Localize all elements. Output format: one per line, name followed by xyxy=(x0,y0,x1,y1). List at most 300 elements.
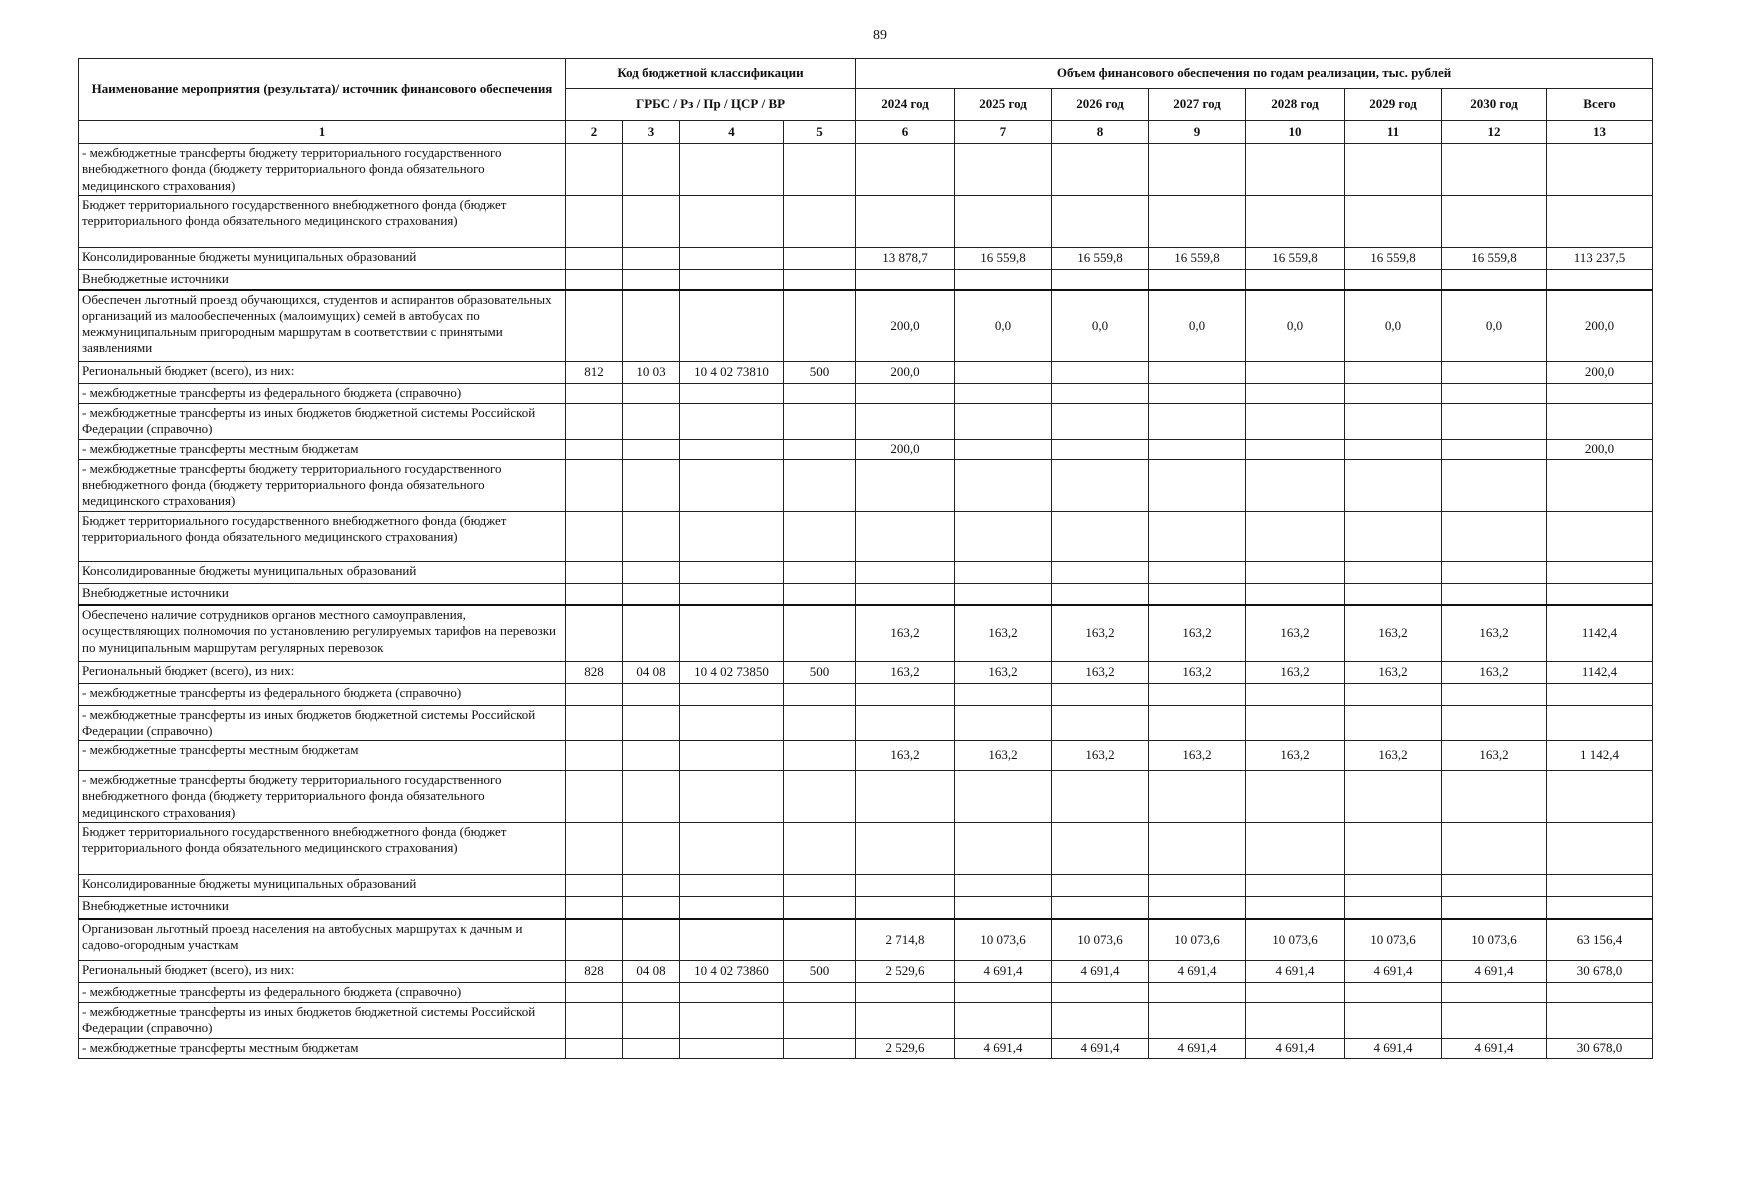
value-2024-cell: 163,2 xyxy=(856,661,955,683)
rz-pr-code-cell xyxy=(623,561,680,583)
csr-code-cell xyxy=(680,404,784,440)
page-number: 89 xyxy=(873,28,887,43)
vr-code-cell xyxy=(784,605,856,661)
value-2029-cell xyxy=(1345,362,1442,384)
grbs-code-cell xyxy=(566,683,623,705)
csr-code-cell xyxy=(680,439,784,459)
header-year-2027: 2027 год xyxy=(1149,89,1246,121)
value-2026-cell xyxy=(1052,1003,1149,1039)
rz-pr-code-cell xyxy=(623,1003,680,1039)
grbs-code-cell xyxy=(566,605,623,661)
value-2024-cell: 2 529,6 xyxy=(856,1038,955,1058)
value-2028-cell xyxy=(1246,897,1345,919)
value-2024-cell xyxy=(856,384,955,404)
vr-code-cell xyxy=(784,459,856,511)
row-name-cell: Консолидированные бюджеты муниципальных образований xyxy=(79,561,566,583)
value-2030-cell xyxy=(1442,144,1547,196)
grbs-code-cell xyxy=(566,384,623,404)
column-numbers-row xyxy=(79,121,1653,144)
grbs-code-cell xyxy=(566,1003,623,1039)
value-2030-cell xyxy=(1442,362,1547,384)
value-2027-cell: 163,2 xyxy=(1149,661,1246,683)
grbs-code-cell xyxy=(566,270,623,290)
vr-code-cell xyxy=(784,290,856,362)
table-row xyxy=(79,270,1653,290)
value-2030-cell: 4 691,4 xyxy=(1442,961,1547,983)
value-2030-cell xyxy=(1442,404,1547,440)
vr-code-cell xyxy=(784,511,856,561)
value-2026-cell xyxy=(1052,459,1149,511)
value-2029-cell xyxy=(1345,1003,1442,1039)
rz-pr-code-cell xyxy=(623,897,680,919)
value-2025-cell: 163,2 xyxy=(955,741,1052,771)
value-2027-cell xyxy=(1149,1003,1246,1039)
value-2026-cell xyxy=(1052,270,1149,290)
value-2027-cell xyxy=(1149,705,1246,741)
value-2024-cell xyxy=(856,561,955,583)
value-2027-cell xyxy=(1149,823,1246,875)
value-2029-cell xyxy=(1345,404,1442,440)
value-2026-cell xyxy=(1052,583,1149,605)
header-total: Всего xyxy=(1547,89,1653,121)
grbs-code-cell xyxy=(566,1038,623,1058)
value-2024-cell xyxy=(856,771,955,823)
value-2027-cell xyxy=(1149,459,1246,511)
value-2024-cell: 200,0 xyxy=(856,439,955,459)
value-total-cell xyxy=(1547,1003,1653,1039)
value-2024-cell xyxy=(856,1003,955,1039)
vr-code-cell xyxy=(784,683,856,705)
row-name-cell: - межбюджетные трансферты из федерального бюджета (справочно) xyxy=(79,983,566,1003)
rz-pr-code-cell xyxy=(623,683,680,705)
value-2029-cell xyxy=(1345,823,1442,875)
table-row xyxy=(79,705,1653,741)
value-2030-cell xyxy=(1442,511,1547,561)
value-2026-cell xyxy=(1052,705,1149,741)
value-2024-cell xyxy=(856,875,955,897)
grbs-code-cell xyxy=(566,439,623,459)
value-2028-cell xyxy=(1246,144,1345,196)
value-2029-cell: 163,2 xyxy=(1345,605,1442,661)
value-2029-cell xyxy=(1345,144,1442,196)
value-2024-cell xyxy=(856,705,955,741)
value-2030-cell xyxy=(1442,683,1547,705)
value-2027-cell xyxy=(1149,196,1246,248)
table-row xyxy=(79,1003,1653,1039)
rz-pr-code-cell xyxy=(623,823,680,875)
value-2025-cell: 10 073,6 xyxy=(955,919,1052,961)
csr-code-cell xyxy=(680,983,784,1003)
value-2027-cell xyxy=(1149,897,1246,919)
csr-code-cell xyxy=(680,705,784,741)
value-2029-cell xyxy=(1345,683,1442,705)
value-2029-cell xyxy=(1345,705,1442,741)
value-total-cell: 30 678,0 xyxy=(1547,1038,1653,1058)
value-2027-cell xyxy=(1149,511,1246,561)
value-2025-cell: 4 691,4 xyxy=(955,1038,1052,1058)
value-2028-cell xyxy=(1246,683,1345,705)
value-total-cell xyxy=(1547,511,1653,561)
value-2028-cell: 163,2 xyxy=(1246,605,1345,661)
value-2027-cell xyxy=(1149,404,1246,440)
value-2025-cell xyxy=(955,771,1052,823)
value-2024-cell xyxy=(856,459,955,511)
grbs-code-cell xyxy=(566,875,623,897)
value-total-cell xyxy=(1547,705,1653,741)
table-row xyxy=(79,771,1653,823)
value-2024-cell: 163,2 xyxy=(856,741,955,771)
header-year-2026: 2026 год xyxy=(1052,89,1149,121)
table-row xyxy=(79,248,1653,270)
header-finance-group: Объем финансового обеспечения по годам реализации, тыс. рублей xyxy=(856,59,1653,89)
value-2027-cell: 16 559,8 xyxy=(1149,248,1246,270)
column-number: 4 xyxy=(680,121,784,144)
value-total-cell: 1142,4 xyxy=(1547,605,1653,661)
value-2028-cell xyxy=(1246,459,1345,511)
table-row xyxy=(79,897,1653,919)
value-2026-cell xyxy=(1052,511,1149,561)
vr-code-cell xyxy=(784,823,856,875)
grbs-code-cell xyxy=(566,919,623,961)
csr-code-cell xyxy=(680,561,784,583)
value-2026-cell: 163,2 xyxy=(1052,605,1149,661)
value-2029-cell xyxy=(1345,459,1442,511)
vr-code-cell xyxy=(784,404,856,440)
value-2024-cell xyxy=(856,144,955,196)
rz-pr-code-cell: 04 08 xyxy=(623,661,680,683)
value-total-cell xyxy=(1547,404,1653,440)
value-2024-cell xyxy=(856,511,955,561)
csr-code-cell xyxy=(680,144,784,196)
row-name-cell: Обеспечен льготный проезд обучающихся, студентов и аспирантов образовательных организаций из малообеспеченных (малоимущих) семей в автобусах по межмуниципальным пригородным маршрутам в соответствии с принятыми заявлениями xyxy=(79,290,566,362)
table-row xyxy=(79,683,1653,705)
value-2028-cell xyxy=(1246,823,1345,875)
value-2028-cell xyxy=(1246,1003,1345,1039)
value-2030-cell: 163,2 xyxy=(1442,661,1547,683)
value-2025-cell xyxy=(955,404,1052,440)
value-2028-cell xyxy=(1246,705,1345,741)
value-2027-cell xyxy=(1149,362,1246,384)
header-code-subheader: ГРБС / Рз / Пр / ЦСР / ВР xyxy=(566,89,856,121)
csr-code-cell: 10 4 02 73810 xyxy=(680,362,784,384)
rz-pr-code-cell xyxy=(623,741,680,771)
value-2029-cell xyxy=(1345,583,1442,605)
value-2026-cell xyxy=(1052,561,1149,583)
value-2028-cell xyxy=(1246,983,1345,1003)
value-total-cell: 113 237,5 xyxy=(1547,248,1653,270)
value-2030-cell xyxy=(1442,196,1547,248)
rz-pr-code-cell: 04 08 xyxy=(623,961,680,983)
value-2025-cell xyxy=(955,875,1052,897)
value-total-cell xyxy=(1547,897,1653,919)
value-total-cell xyxy=(1547,875,1653,897)
column-number: 2 xyxy=(566,121,623,144)
value-2028-cell xyxy=(1246,384,1345,404)
value-2028-cell xyxy=(1246,583,1345,605)
value-2025-cell xyxy=(955,683,1052,705)
value-2030-cell: 0,0 xyxy=(1442,290,1547,362)
value-2026-cell xyxy=(1052,771,1149,823)
column-number: 12 xyxy=(1442,121,1547,144)
value-2028-cell xyxy=(1246,362,1345,384)
value-2026-cell xyxy=(1052,404,1149,440)
value-2025-cell: 4 691,4 xyxy=(955,961,1052,983)
rz-pr-code-cell xyxy=(623,605,680,661)
csr-code-cell xyxy=(680,270,784,290)
value-2026-cell xyxy=(1052,196,1149,248)
rz-pr-code-cell xyxy=(623,248,680,270)
vr-code-cell xyxy=(784,897,856,919)
row-name-cell: Бюджет территориального государственного внебюджетного фонда (бюджет территориального фонда обязательного медицинского страхования) xyxy=(79,196,566,248)
table-row xyxy=(79,605,1653,661)
csr-code-cell xyxy=(680,1003,784,1039)
value-2029-cell xyxy=(1345,983,1442,1003)
value-2025-cell xyxy=(955,705,1052,741)
value-2027-cell: 163,2 xyxy=(1149,741,1246,771)
vr-code-cell xyxy=(784,741,856,771)
value-2025-cell: 0,0 xyxy=(955,290,1052,362)
value-2028-cell xyxy=(1246,439,1345,459)
vr-code-cell xyxy=(784,771,856,823)
value-2025-cell xyxy=(955,384,1052,404)
header-year-2030: 2030 год xyxy=(1442,89,1547,121)
value-2027-cell xyxy=(1149,583,1246,605)
row-name-cell: Внебюджетные источники xyxy=(79,270,566,290)
value-2029-cell xyxy=(1345,561,1442,583)
column-number: 5 xyxy=(784,121,856,144)
value-2026-cell: 163,2 xyxy=(1052,741,1149,771)
row-name-cell: - межбюджетные трансферты бюджету территориального государственного внебюджетного фонда (бюджету территориального фонда обязательного медицинского страхования) xyxy=(79,144,566,196)
value-2027-cell xyxy=(1149,983,1246,1003)
value-2025-cell xyxy=(955,196,1052,248)
value-2030-cell xyxy=(1442,705,1547,741)
grbs-code-cell xyxy=(566,741,623,771)
value-2025-cell xyxy=(955,459,1052,511)
value-total-cell xyxy=(1547,583,1653,605)
header-name-column: Наименование мероприятия (результата)/ источник финансового обеспечения xyxy=(79,59,566,121)
table-row xyxy=(79,362,1653,384)
value-total-cell: 30 678,0 xyxy=(1547,961,1653,983)
value-2029-cell: 10 073,6 xyxy=(1345,919,1442,961)
table-row xyxy=(79,823,1653,875)
value-2028-cell xyxy=(1246,511,1345,561)
row-name-cell: Региональный бюджет (всего), из них: xyxy=(79,362,566,384)
value-2027-cell xyxy=(1149,683,1246,705)
value-2030-cell xyxy=(1442,459,1547,511)
value-2029-cell xyxy=(1345,511,1442,561)
value-total-cell: 200,0 xyxy=(1547,290,1653,362)
value-2027-cell xyxy=(1149,771,1246,823)
vr-code-cell xyxy=(784,196,856,248)
grbs-code-cell xyxy=(566,897,623,919)
value-2028-cell: 16 559,8 xyxy=(1246,248,1345,270)
rz-pr-code-cell xyxy=(623,511,680,561)
csr-code-cell xyxy=(680,459,784,511)
csr-code-cell xyxy=(680,771,784,823)
grbs-code-cell xyxy=(566,290,623,362)
vr-code-cell: 500 xyxy=(784,362,856,384)
column-number: 11 xyxy=(1345,121,1442,144)
row-name-cell: - межбюджетные трансферты местным бюджетам xyxy=(79,439,566,459)
rz-pr-code-cell: 10 03 xyxy=(623,362,680,384)
rz-pr-code-cell xyxy=(623,270,680,290)
row-name-cell: - межбюджетные трансферты местным бюджетам xyxy=(79,1038,566,1058)
table-row xyxy=(79,384,1653,404)
value-2026-cell: 10 073,6 xyxy=(1052,919,1149,961)
header-year-2025: 2025 год xyxy=(955,89,1052,121)
grbs-code-cell: 828 xyxy=(566,961,623,983)
value-2026-cell xyxy=(1052,983,1149,1003)
value-2025-cell xyxy=(955,561,1052,583)
rz-pr-code-cell xyxy=(623,196,680,248)
rz-pr-code-cell xyxy=(623,290,680,362)
table-row xyxy=(79,439,1653,459)
value-total-cell xyxy=(1547,270,1653,290)
value-2027-cell xyxy=(1149,270,1246,290)
value-2027-cell xyxy=(1149,144,1246,196)
value-2028-cell xyxy=(1246,771,1345,823)
value-2028-cell: 163,2 xyxy=(1246,741,1345,771)
grbs-code-cell xyxy=(566,511,623,561)
csr-code-cell xyxy=(680,875,784,897)
value-2029-cell xyxy=(1345,270,1442,290)
table-row xyxy=(79,961,1653,983)
value-2030-cell xyxy=(1442,583,1547,605)
value-2024-cell xyxy=(856,404,955,440)
grbs-code-cell xyxy=(566,823,623,875)
rz-pr-code-cell xyxy=(623,1038,680,1058)
value-2028-cell xyxy=(1246,561,1345,583)
grbs-code-cell xyxy=(566,983,623,1003)
csr-code-cell xyxy=(680,511,784,561)
value-2030-cell: 16 559,8 xyxy=(1442,248,1547,270)
row-name-cell: - межбюджетные трансферты местным бюджетам xyxy=(79,741,566,771)
value-total-cell xyxy=(1547,384,1653,404)
csr-code-cell xyxy=(680,248,784,270)
value-2028-cell xyxy=(1246,196,1345,248)
column-number: 9 xyxy=(1149,121,1246,144)
value-2029-cell: 4 691,4 xyxy=(1345,961,1442,983)
value-2028-cell: 0,0 xyxy=(1246,290,1345,362)
value-2030-cell xyxy=(1442,983,1547,1003)
grbs-code-cell: 812 xyxy=(566,362,623,384)
vr-code-cell xyxy=(784,875,856,897)
vr-code-cell xyxy=(784,439,856,459)
grbs-code-cell xyxy=(566,705,623,741)
value-2028-cell xyxy=(1246,404,1345,440)
row-name-cell: Консолидированные бюджеты муниципальных образований xyxy=(79,248,566,270)
column-number: 7 xyxy=(955,121,1052,144)
value-2028-cell: 163,2 xyxy=(1246,661,1345,683)
value-2030-cell: 10 073,6 xyxy=(1442,919,1547,961)
value-2025-cell xyxy=(955,439,1052,459)
table-row xyxy=(79,741,1653,771)
csr-code-cell xyxy=(680,1038,784,1058)
value-2030-cell xyxy=(1442,561,1547,583)
value-2026-cell xyxy=(1052,439,1149,459)
value-2030-cell xyxy=(1442,771,1547,823)
value-2029-cell: 16 559,8 xyxy=(1345,248,1442,270)
value-total-cell: 1142,4 xyxy=(1547,661,1653,683)
table-row xyxy=(79,983,1653,1003)
grbs-code-cell xyxy=(566,248,623,270)
vr-code-cell xyxy=(784,561,856,583)
row-name-cell: - межбюджетные трансферты из иных бюджетов бюджетной системы Российской Федерации (справочно) xyxy=(79,705,566,741)
table-row xyxy=(79,875,1653,897)
value-2025-cell xyxy=(955,511,1052,561)
csr-code-cell xyxy=(680,384,784,404)
value-2029-cell: 163,2 xyxy=(1345,741,1442,771)
value-2030-cell xyxy=(1442,823,1547,875)
grbs-code-cell: 828 xyxy=(566,661,623,683)
column-number: 13 xyxy=(1547,121,1653,144)
row-name-cell: - межбюджетные трансферты бюджету территориального государственного внебюджетного фонда (бюджету территориального фонда обязательного медицинского страхования) xyxy=(79,771,566,823)
vr-code-cell xyxy=(784,1003,856,1039)
value-2024-cell xyxy=(856,897,955,919)
grbs-code-cell xyxy=(566,771,623,823)
value-2026-cell: 0,0 xyxy=(1052,290,1149,362)
value-2025-cell: 16 559,8 xyxy=(955,248,1052,270)
vr-code-cell xyxy=(784,384,856,404)
value-total-cell xyxy=(1547,459,1653,511)
table-row xyxy=(79,661,1653,683)
grbs-code-cell xyxy=(566,404,623,440)
value-2029-cell: 4 691,4 xyxy=(1345,1038,1442,1058)
value-2030-cell xyxy=(1442,897,1547,919)
csr-code-cell xyxy=(680,583,784,605)
header-year-2029: 2029 год xyxy=(1345,89,1442,121)
value-2027-cell: 10 073,6 xyxy=(1149,919,1246,961)
column-number: 6 xyxy=(856,121,955,144)
column-number: 10 xyxy=(1246,121,1345,144)
value-2025-cell xyxy=(955,897,1052,919)
value-2024-cell xyxy=(856,196,955,248)
value-2028-cell: 10 073,6 xyxy=(1246,919,1345,961)
value-2026-cell: 4 691,4 xyxy=(1052,1038,1149,1058)
finance-table-wrapper xyxy=(78,58,1652,1059)
rz-pr-code-cell xyxy=(623,705,680,741)
rz-pr-code-cell xyxy=(623,771,680,823)
value-2027-cell xyxy=(1149,875,1246,897)
csr-code-cell: 10 4 02 73860 xyxy=(680,961,784,983)
value-2024-cell: 200,0 xyxy=(856,290,955,362)
grbs-code-cell xyxy=(566,196,623,248)
value-2029-cell: 163,2 xyxy=(1345,661,1442,683)
row-name-cell: Внебюджетные источники xyxy=(79,897,566,919)
csr-code-cell xyxy=(680,919,784,961)
csr-code-cell xyxy=(680,196,784,248)
csr-code-cell xyxy=(680,897,784,919)
value-2027-cell xyxy=(1149,384,1246,404)
vr-code-cell xyxy=(784,983,856,1003)
value-total-cell: 200,0 xyxy=(1547,439,1653,459)
grbs-code-cell xyxy=(566,459,623,511)
column-number: 8 xyxy=(1052,121,1149,144)
value-2024-cell xyxy=(856,683,955,705)
value-2024-cell xyxy=(856,583,955,605)
value-2027-cell: 163,2 xyxy=(1149,605,1246,661)
value-total-cell xyxy=(1547,683,1653,705)
vr-code-cell: 500 xyxy=(784,961,856,983)
value-2025-cell xyxy=(955,270,1052,290)
value-2027-cell xyxy=(1149,439,1246,459)
vr-code-cell xyxy=(784,583,856,605)
rz-pr-code-cell xyxy=(623,875,680,897)
value-2024-cell xyxy=(856,823,955,875)
table-row xyxy=(79,919,1653,961)
finance-table xyxy=(78,58,1653,1059)
table-row xyxy=(79,144,1653,196)
